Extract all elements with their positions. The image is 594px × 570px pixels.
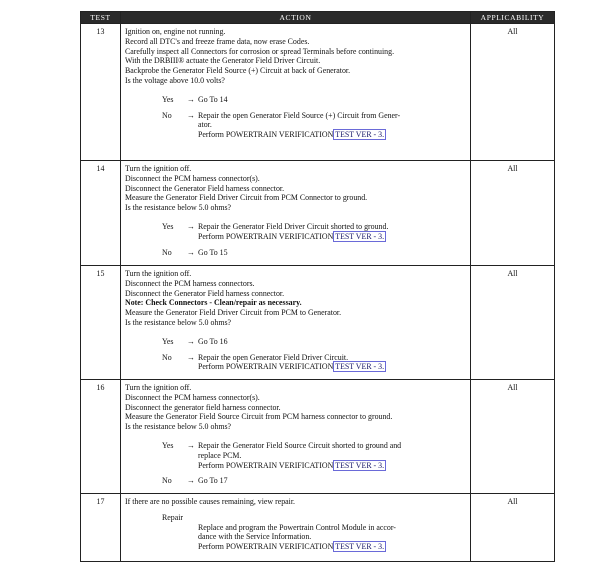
repair-text: Replace and program the Powertrain Control Module in accor- [198,522,396,532]
table-row [81,266,555,380]
note-line: Note: Check Connectors - Clean/repair as necessary. [125,298,302,308]
action-line: Is the resistance below 5.0 ohms? [125,203,232,213]
yes-option [162,337,467,347]
header-row [81,12,555,24]
yes-text: Repair the Generator Field Source Circuit shorted to ground and [198,440,402,450]
no-text: Perform POWERTRAIN VERIFICATION [198,362,334,372]
arrow-icon: → [187,476,195,486]
action-line: Record all DTC's and freeze frame data, now erase Codes. [125,36,310,46]
no-text: Go To 17 [198,476,228,486]
header-test: TEST [81,12,121,24]
action-cell [121,494,471,562]
header-applicability: APPLICABILITY [471,12,555,24]
repair-label: Repair [162,512,184,522]
applicability: All [471,161,555,266]
action-line: Is the resistance below 5.0 ohms? [125,422,232,432]
yes-label: Yes [162,440,174,450]
no-label: No [162,247,172,257]
arrow-icon: → [187,352,195,362]
table-row [81,494,555,562]
repair-text: dance with the Service Information. [198,532,312,542]
test-ver-link[interactable]: TEST VER - 3. [335,542,385,552]
repair-text: Perform POWERTRAIN VERIFICATION [198,542,334,552]
applicability: All [471,266,555,380]
yes-text: Perform POWERTRAIN VERIFICATION [198,231,334,241]
arrow-icon: → [187,221,195,231]
yes-option [162,95,467,105]
action-line: Disconnect the PCM harness connector(s). [125,173,260,183]
yes-text: Go To 16 [198,336,228,346]
action-cell [121,266,471,380]
yes-option [162,441,467,470]
action-line: With the DRBIII® actuate the Generator Field Driver Circuit. [125,56,321,66]
arrow-icon: → [187,110,195,120]
test-table [80,11,555,562]
action-line: If there are no possible causes remaining, view repair. [125,497,296,506]
diagnostic-table [80,11,554,562]
yes-option [162,222,467,242]
no-option [162,111,467,140]
action-cell [121,24,471,161]
action-line: Ignition on, engine not running. [125,27,226,36]
test-ver-link[interactable]: TEST VER - 3. [335,130,385,140]
applicability: All [471,380,555,494]
yes-label: Yes [162,94,174,104]
test-ver-link[interactable]: TEST VER - 3. [335,231,385,241]
action-line: Disconnect the PCM harness connector(s). [125,392,260,402]
no-text: Go To 15 [198,247,228,257]
no-label: No [162,110,172,120]
no-label: No [162,476,172,486]
table-row [81,24,555,161]
yes-text: replace PCM. [198,450,242,460]
action-line: Measure the Generator Field Driver Circuit from PCM to Generator. [125,308,342,318]
yes-label: Yes [162,221,174,231]
yes-label: Yes [162,336,174,346]
no-text: Perform POWERTRAIN VERIFICATION [198,130,334,140]
action-line: Is the voltage above 10.0 volts? [125,75,225,85]
action-line: Is the resistance below 5.0 ohms? [125,317,232,327]
action-cell [121,380,471,494]
no-option [162,353,467,373]
applicability: All [471,494,555,562]
no-label: No [162,352,172,362]
action-line: Disconnect the Generator Field harness connector. [125,288,285,298]
arrow-icon: → [187,94,195,104]
no-text: Repair the open Generator Field Driver Circuit. [198,352,349,362]
test-number: 16 [81,380,121,494]
no-option [162,476,467,486]
action-cell [121,161,471,266]
yes-text: Repair the Generator Field Driver Circuit shorted to ground. [198,221,389,231]
action-line: Measure the Generator Field Source Circuit from PCM harness connector to ground. [125,412,393,422]
arrow-icon: → [187,336,195,346]
yes-text: Perform POWERTRAIN VERIFICATION [198,460,334,470]
action-line: Disconnect the PCM harness connectors. [125,278,255,288]
test-number: 13 [81,24,121,161]
action-line: Carefully inspect all Connectors for corrosion or spread Terminals before continuing. [125,46,395,56]
test-ver-link[interactable]: TEST VER - 3. [335,460,385,470]
yes-text: Go To 14 [198,94,228,104]
action-line: Measure the Generator Field Driver Circuit from PCM Connector to ground. [125,193,368,203]
test-number: 14 [81,161,121,266]
test-number: 15 [81,266,121,380]
action-line: Turn the ignition off. [125,164,192,173]
table-row [81,161,555,266]
table-row [81,380,555,494]
applicability: All [471,24,555,161]
action-line: Turn the ignition off. [125,269,192,278]
action-line: Turn the ignition off. [125,383,192,392]
arrow-icon: → [187,440,195,450]
no-text: ator. [198,120,212,130]
test-number: 17 [81,494,121,562]
action-line: Disconnect the Generator Field harness connector. [125,183,285,193]
arrow-icon: → [187,247,195,257]
action-line: Backprobe the Generator Field Source (+) Circuit at back of Generator. [125,66,351,76]
no-text: Repair the open Generator Field Source (+) Circuit from Gener- [198,110,401,120]
test-ver-link[interactable]: TEST VER - 3. [335,362,385,372]
no-option [162,248,467,258]
header-action: ACTION [121,12,471,24]
action-line: Disconnect the generator field harness connector. [125,402,281,412]
